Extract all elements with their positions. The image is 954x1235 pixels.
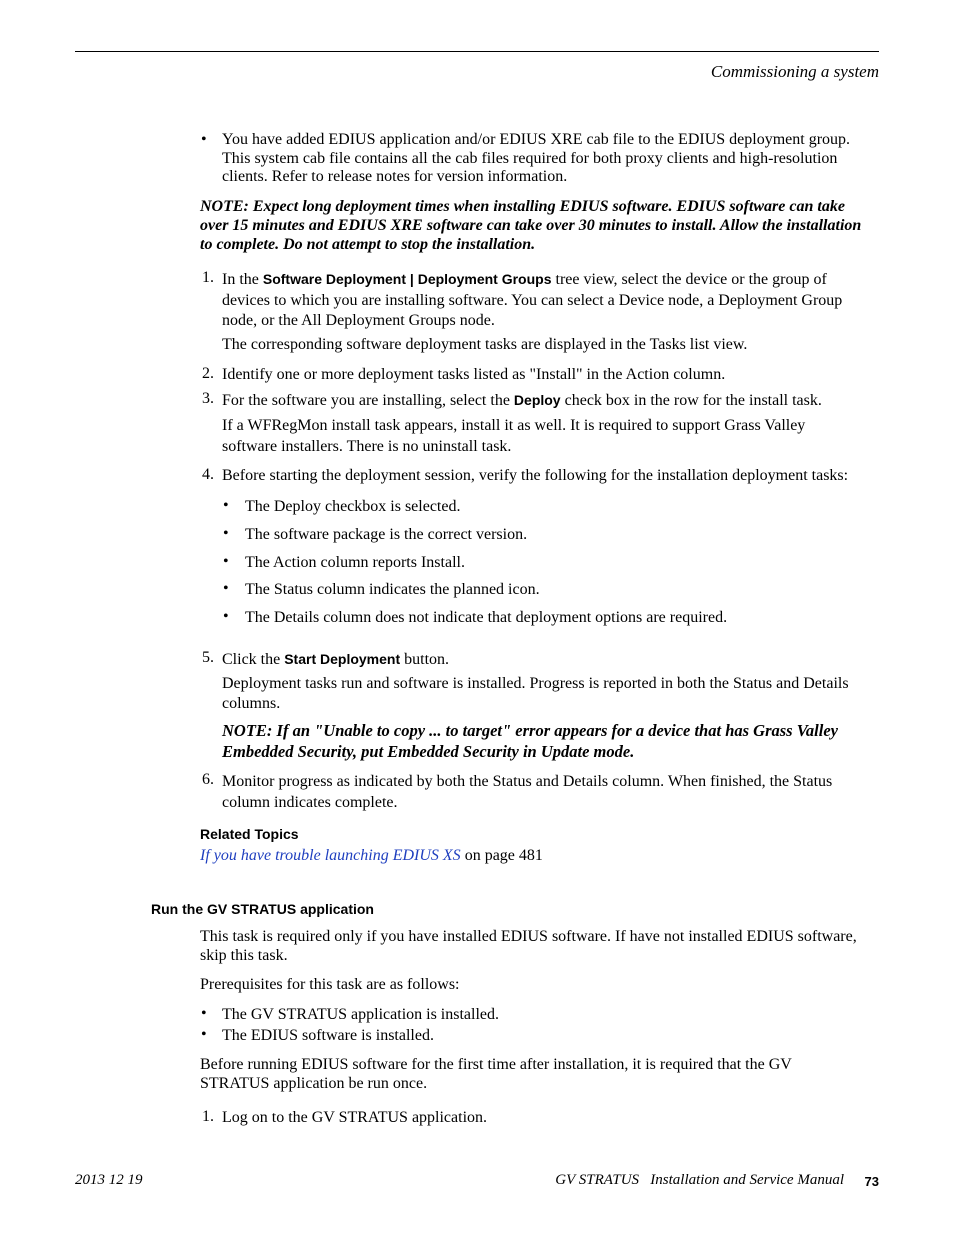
related-topic-link[interactable]: If you have trouble launching EDIUS XS xyxy=(200,847,461,864)
prereq-item: The GV STRATUS application is installed. xyxy=(222,1006,500,1023)
check-item: The Details column does not indicate that deployment options are required. xyxy=(245,609,728,626)
ui-ref-deploy: Deploy xyxy=(513,392,561,408)
ui-ref-software-deployment: Software Deployment | Deployment Groups xyxy=(262,271,552,287)
bullet-glyph: • xyxy=(201,131,207,148)
step-3-post: check box in the row for the install task. xyxy=(560,392,822,409)
step-number: 1. xyxy=(202,1108,214,1125)
step-5-pre: Click the xyxy=(222,651,285,668)
section-paragraph: This task is required only if you have installed EDIUS software. If have not installed EDIUS software, skip this task. xyxy=(200,928,857,964)
bullet-glyph: • xyxy=(201,1005,207,1022)
step-5-text xyxy=(222,649,878,670)
step-3-sub: If a WFRegMon install task appears, install it as well. It is required to support Grass Valley software installers. There is no uninstall task. xyxy=(222,417,806,455)
step-number: 3. xyxy=(202,390,214,407)
section-paragraph: Prerequisites for this task are as follows: xyxy=(200,976,460,993)
step-6-text: Monitor progress as indicated by both the Status and Details column. When finished, the Status column indicates complete. xyxy=(222,773,833,811)
step-number: 4. xyxy=(202,466,214,483)
bullet-glyph: • xyxy=(223,608,229,625)
bullet-glyph: • xyxy=(223,553,229,570)
page-number: 73 xyxy=(864,1174,879,1189)
note-deployment-times: NOTE: Expect long deployment times when installing EDIUS software. EDIUS software can take over 15 minutes and EDIUS XRE software can take over 30 minutes to install. Allow the installation to complete. Do not attempt to stop the installation. xyxy=(200,198,862,253)
prereq-item: The EDIUS software is installed. xyxy=(222,1027,434,1044)
header-rule xyxy=(75,51,879,52)
step-1-sub: The corresponding software deployment tasks are displayed in the Tasks list view. xyxy=(222,336,748,353)
step-1-text xyxy=(222,269,878,332)
step-number: 5. xyxy=(202,649,214,666)
related-topic-suffix: on page 481 xyxy=(460,847,543,864)
step-3-pre: For the software you are installing, select the xyxy=(222,392,514,409)
check-item: The Status column indicates the planned icon. xyxy=(245,581,540,598)
step-5-post: button. xyxy=(400,651,450,668)
step-number: 6. xyxy=(202,771,214,788)
step-number: 1. xyxy=(202,269,214,286)
check-item: The software package is the correct version. xyxy=(245,526,528,543)
section-heading: Run the GV STRATUS application xyxy=(151,901,374,917)
step-4-text: Before starting the deployment session, verify the following for the installation deployment tasks: xyxy=(222,467,849,484)
bullet-glyph: • xyxy=(223,525,229,542)
step-number: 2. xyxy=(202,365,214,382)
footer-title: GV STRATUS Installation and Service Manual xyxy=(555,1172,844,1188)
check-item: The Deploy checkbox is selected. xyxy=(245,498,461,515)
bullet-glyph: • xyxy=(223,580,229,597)
note-embedded-security: NOTE: If an "Unable to copy ... to target" error appears for a device that has Grass Valley Embedded Security, put Embedded Security in Update mode. xyxy=(222,721,838,761)
footer-date: 2013 12 19 xyxy=(75,1172,143,1188)
bullet-glyph: • xyxy=(223,497,229,514)
step-1-post: tree view, select the device or the group of devices to which you are installing software. You can select a Device node, a Deployment Group node, or the All Deployment Groups node. xyxy=(222,271,843,329)
ui-ref-start-deployment: Start Deployment xyxy=(284,651,401,667)
step-1-pre: In the xyxy=(222,271,263,288)
step-3-text xyxy=(222,390,878,411)
step-2-text: Identify one or more deployment tasks listed as "Install" in the Action column. xyxy=(222,366,726,383)
step-5-sub: Deployment tasks run and software is installed. Progress is reported in both the Status and Details columns. xyxy=(222,675,849,712)
check-item: The Action column reports Install. xyxy=(245,554,465,571)
intro-bullet-text: You have added EDIUS application and/or EDIUS XRE cab file to the EDIUS deployment group. This system cab file contains all the cab files required for both proxy clients and high-resolution clients. Refer to release notes for version information. xyxy=(222,131,851,185)
bullet-glyph: • xyxy=(201,1026,207,1043)
section-step-1: Log on to the GV STRATUS application. xyxy=(222,1109,488,1126)
section-paragraph: Before running EDIUS software for the first time after installation, it is required that the GV STRATUS application be run once. xyxy=(200,1056,792,1092)
related-topic xyxy=(200,846,543,866)
running-header: Commissioning a system xyxy=(710,62,879,81)
related-topics-heading: Related Topics xyxy=(200,826,299,842)
